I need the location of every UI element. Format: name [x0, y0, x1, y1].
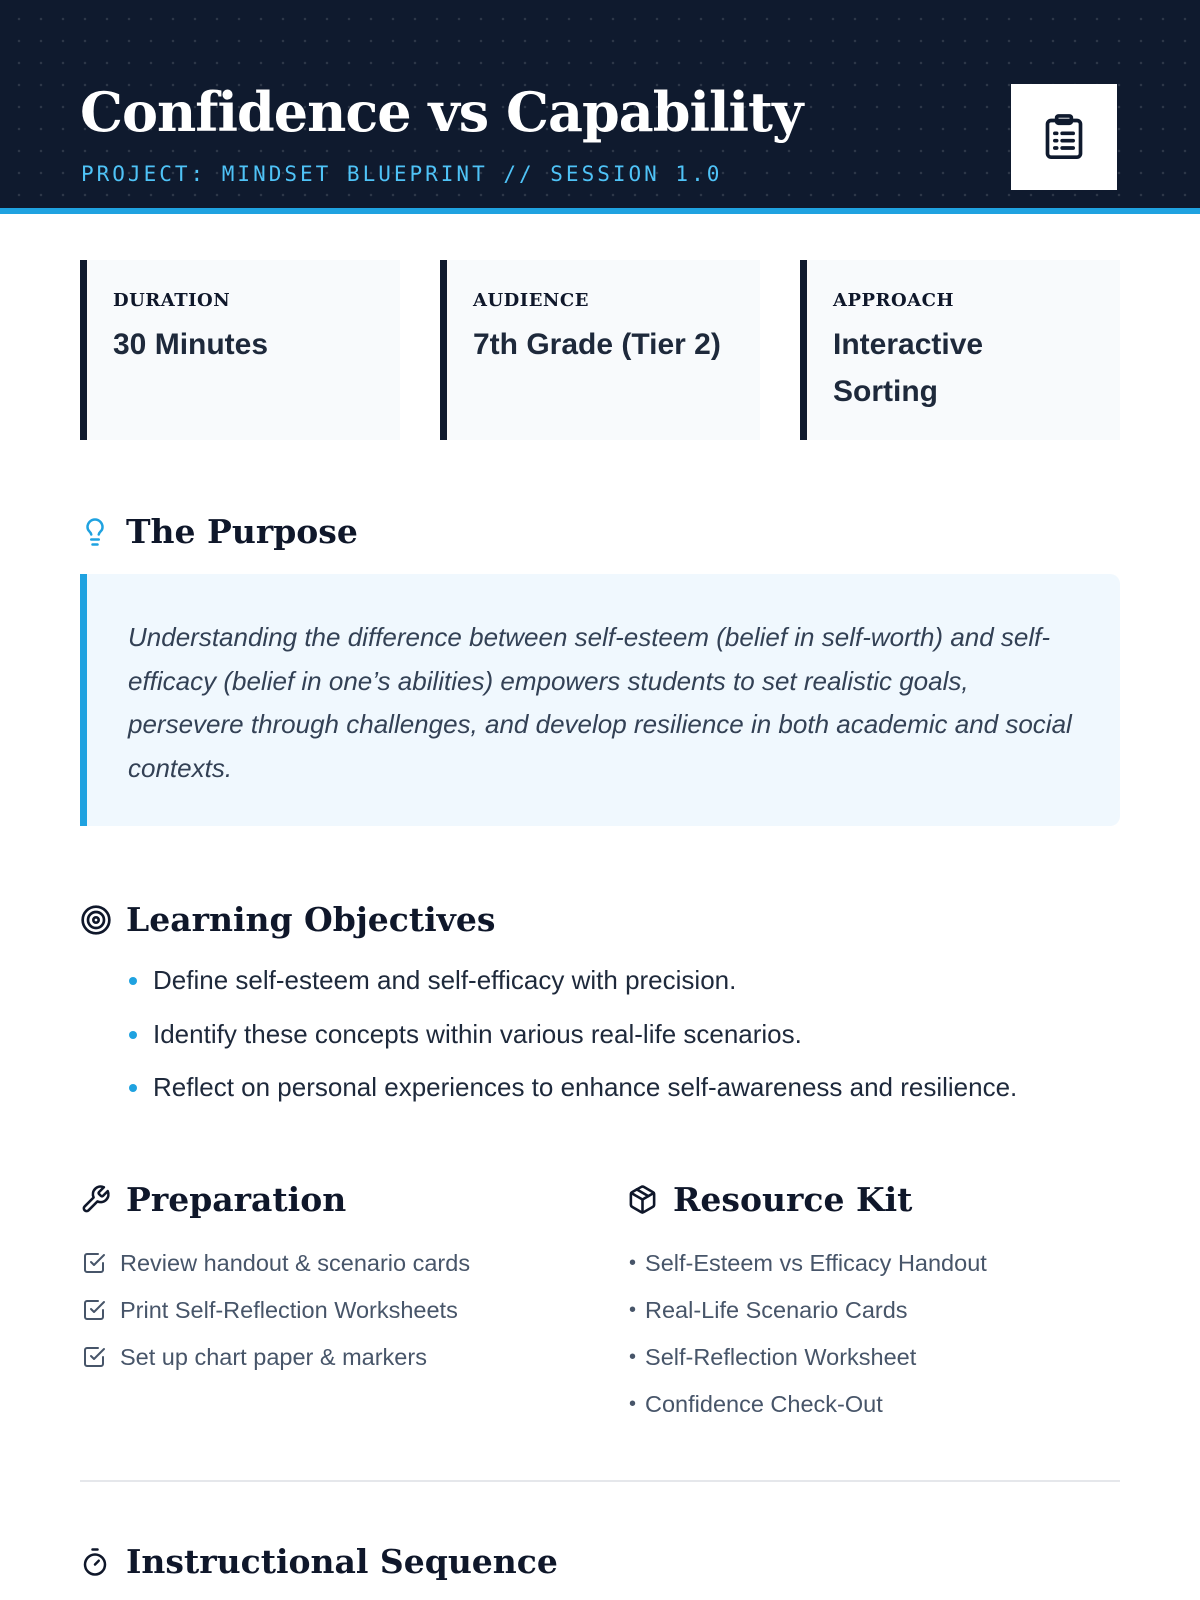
- info-card-duration: [80, 260, 400, 440]
- section-title: Preparation: [126, 1180, 347, 1219]
- preparation-list: [82, 1240, 470, 1381]
- logo-badge: [1011, 84, 1117, 190]
- target-icon: [80, 903, 114, 937]
- resource-label: Self-Esteem vs Efficacy Handout: [645, 1250, 987, 1276]
- objectives-list: [127, 962, 1017, 1123]
- checklist-label: Review handout & scenario cards: [120, 1250, 471, 1276]
- list-item: • Confidence Check-Out: [629, 1391, 883, 1417]
- list-item: Define self-esteem and self-efficacy with precision.: [127, 962, 1017, 1016]
- section-title: Instructional Sequence: [126, 1542, 558, 1581]
- list-item: • Real-Life Scenario Cards: [629, 1297, 908, 1323]
- section-title: Resource Kit: [673, 1180, 913, 1219]
- section-title: The Purpose: [126, 512, 358, 551]
- page-header: [0, 0, 1200, 214]
- lightbulb-icon: [80, 515, 114, 549]
- checklist-item: [82, 1240, 470, 1287]
- card-value: 30 Minutes: [113, 328, 269, 361]
- list-item: Identify these concepts within various real-life scenarios.: [127, 1016, 1017, 1070]
- info-card-audience: [440, 260, 760, 440]
- checklist-item: [82, 1287, 470, 1334]
- page-title: Confidence vs Capability: [80, 80, 803, 144]
- purpose-text: Understanding the difference between self-esteem (belief in self-worth) and self-efficacy (belief in one’s abilities) empowers students to set realistic goals, persevere through challenges, and develop resilience in both academic and social contexts.: [128, 622, 1072, 783]
- package-icon: [627, 1183, 661, 1217]
- card-label: DURATION: [113, 290, 231, 311]
- card-value: Interactive Sorting: [833, 328, 984, 408]
- list-item: Reflect on personal experiences to enhance self-awareness and resilience.: [127, 1069, 1017, 1123]
- list-item: • Self-Reflection Worksheet: [629, 1344, 917, 1370]
- check-square-icon: [82, 1251, 108, 1277]
- card-label: APPROACH: [833, 290, 954, 311]
- card-value: 7th Grade (Tier 2): [473, 328, 721, 361]
- checklist-label: Print Self-Reflection Worksheets: [120, 1297, 458, 1323]
- wrench-icon: [80, 1183, 114, 1217]
- page-subtitle: PROJECT: MINDSET BLUEPRINT // SESSION 1.0: [81, 162, 723, 186]
- check-square-icon: [82, 1298, 108, 1324]
- objectives-heading: [80, 900, 495, 939]
- check-square-icon: [82, 1345, 108, 1371]
- info-card-approach: [800, 260, 1120, 440]
- purpose-heading: [80, 512, 358, 551]
- resource-label: Confidence Check-Out: [645, 1391, 883, 1417]
- list-item: • Self-Esteem vs Efficacy Handout: [629, 1250, 987, 1276]
- card-label: AUDIENCE: [473, 290, 589, 311]
- resource-list: [629, 1240, 987, 1428]
- section-divider: [80, 1480, 1120, 1482]
- clipboard-list-icon: [1042, 112, 1086, 162]
- stopwatch-icon: [80, 1545, 114, 1579]
- sequence-heading: [80, 1542, 558, 1581]
- purpose-callout: [80, 574, 1120, 826]
- section-title: Learning Objectives: [126, 900, 496, 939]
- resource-label: Real-Life Scenario Cards: [645, 1297, 908, 1323]
- checklist-label: Set up chart paper & markers: [120, 1344, 427, 1370]
- resource-kit-heading: [627, 1180, 912, 1219]
- resource-label: Self-Reflection Worksheet: [645, 1344, 917, 1370]
- preparation-heading: [80, 1180, 346, 1219]
- checklist-item: [82, 1334, 470, 1381]
